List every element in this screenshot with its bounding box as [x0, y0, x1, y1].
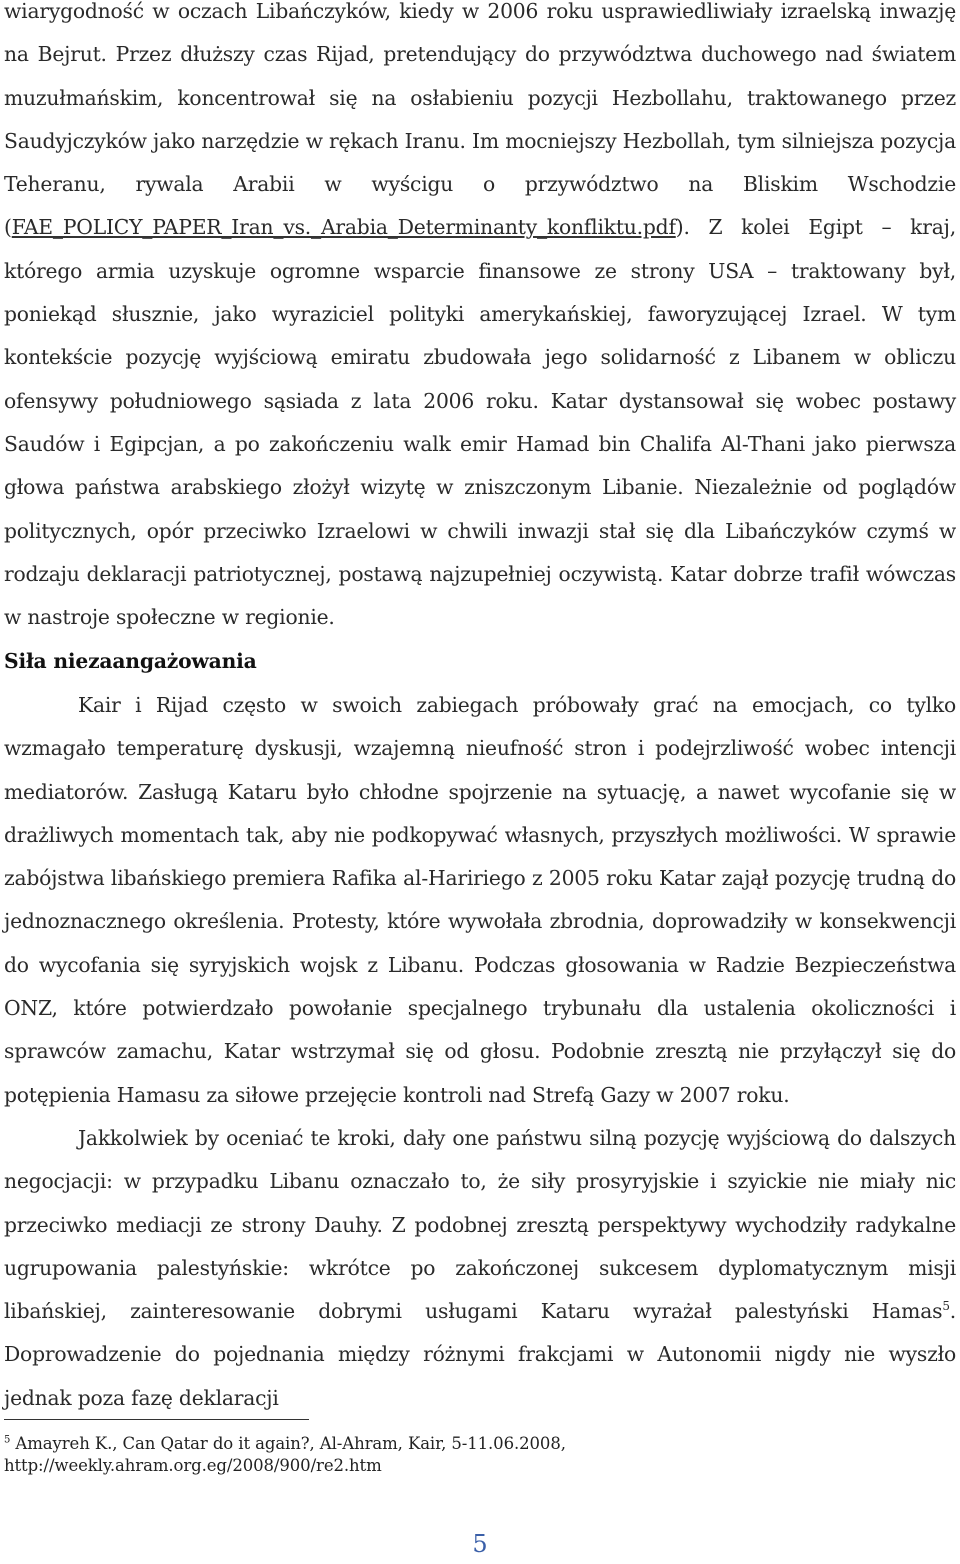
paragraph-3-tail: . Doprowadzenie do pojednania między różnymi frakcjami w Autonomii nigdy nie wyszło jednak poza fazę deklaracji — [4, 1299, 956, 1410]
footnote-reference[interactable]: 5 — [942, 1299, 950, 1314]
policy-paper-link[interactable]: FAE_POLICY_PAPER_Iran_vs._Arabia_Determinanty_konfliktu.pdf — [11, 215, 676, 240]
paragraph-1 — [4, 0, 956, 639]
footnote-separator — [4, 1419, 309, 1420]
paragraph-1-text-start: wiarygodność w oczach Libańczyków, kiedy w 2006 roku usprawiedliwiały izraelską inwazję na Bejrut. Przez dłuższy czas Rijad, pretendujący do przywództwa duchowego nad światem muzułmańskim, koncentrował się na osłabieniu pozycji Hezbollahu, traktowanego przez Saudyjczyków jako narzędzie w rękach Iranu. Im mocniejszy Hezbollah, tym silniejsza pozycja Teheranu, rywala Arabii w wyścigu o przywództwo na Bliskim Wschodzie ( — [4, 0, 956, 240]
footnote-number: 5 — [4, 1434, 11, 1446]
document-page — [4, 0, 956, 1410]
paragraph-2: Kair i Rijad często w swoich zabiegach próbowały grać na emocjach, co tylko wzmagało temperaturę dyskusji, wzajemną nieufność stron i podejrzliwość wobec intencji mediatorów. Zasługą Kataru było chłodne spojrzenie na sytuację, a nawet wycofanie się w drażliwych momentach tak, aby nie podkopywać własnych, przyszłych możliwości. W sprawie zabójstwa libańskiego premiera Rafika al-Haririego z 2005 roku Katar zajął pozycję trudną do jednoznacznego określenia. Protesty, które wywołała zbrodnia, doprowadziły w konsekwencji do wycofania się syryjskich wojsk z Libanu. Podczas głosowania w Radzie Bezpieczeństwa ONZ, które potwierdzało powołanie specjalnego trybunału dla ustalenia okoliczności i sprawców zamachu, Katar wstrzymał się od głosu. Podobnie zresztą nie przyłączył się do potępienia Hamasu za siłowe przejęcie kontroli nad Strefą Gazy w 2007 roku. — [4, 693, 956, 1107]
footnote-url[interactable]: http://weekly.ahram.org.eg/2008/900/re2.htm — [4, 1456, 382, 1475]
paragraph-3 — [4, 1117, 956, 1420]
section-body — [4, 684, 956, 1420]
footnote-citation: Amayreh K., Can Qatar do it again?, Al-Ahram, Kair, 5-11.06.2008, — [15, 1434, 566, 1453]
footnote — [4, 1433, 904, 1477]
page-number: 5 — [472, 1530, 488, 1558]
section-heading: Siła niezaangażowania — [4, 649, 257, 673]
footnote-line-1 — [4, 1433, 904, 1455]
paragraph-1-text-end: ). Z kolei Egipt – kraj, którego armia uzyskuje ogromne wsparcie finansowe ze strony USA – traktowany był, poniekąd słusznie, jako wyraziciel polityki amerykańskiej, faworyzującej Izrael. W tym kontekście pozycję wyjściową emiratu zbudowała jego solidarność z Libanem w obliczu ofensywy południowego sąsiada z lata 2006 roku. Katar dystansował się wobec postawy Saudów i Egipcjan, a po zakończeniu walk emir Hamad bin Chalifa Al-Thani jako pierwsza głowa państwa arabskiego złożył wizytę w zniszczonym Libanie. Niezależnie od poglądów politycznych, opór przeciwko Izraelowi w chwili inwazji stał się dla Libańczyków czymś w rodzaju deklaracji patriotycznej, postawą najzupełniej oczywistą. Katar dobrze trafił wówczas w nastroje społeczne w regionie. — [4, 215, 956, 630]
paragraph-3-text: Jakkolwiek by oceniać te kroki, dały one państwu silną pozycję wyjściową do dalszych negocjacji: w przypadku Libanu oznaczało to, że siły prosyryjskie i szyickie nie miały nic przeciwko mediacji ze strony Dauhy. Z podobnej zresztą perspektywy wychodziły radykalne ugrupowania palestyńskie: wkrótce po zakończonej sukcesem dyplomatycznym misji libańskiej, zainteresowanie dobrymi usługami Kataru wyrażał palestyński Hamas — [4, 1125, 956, 1324]
